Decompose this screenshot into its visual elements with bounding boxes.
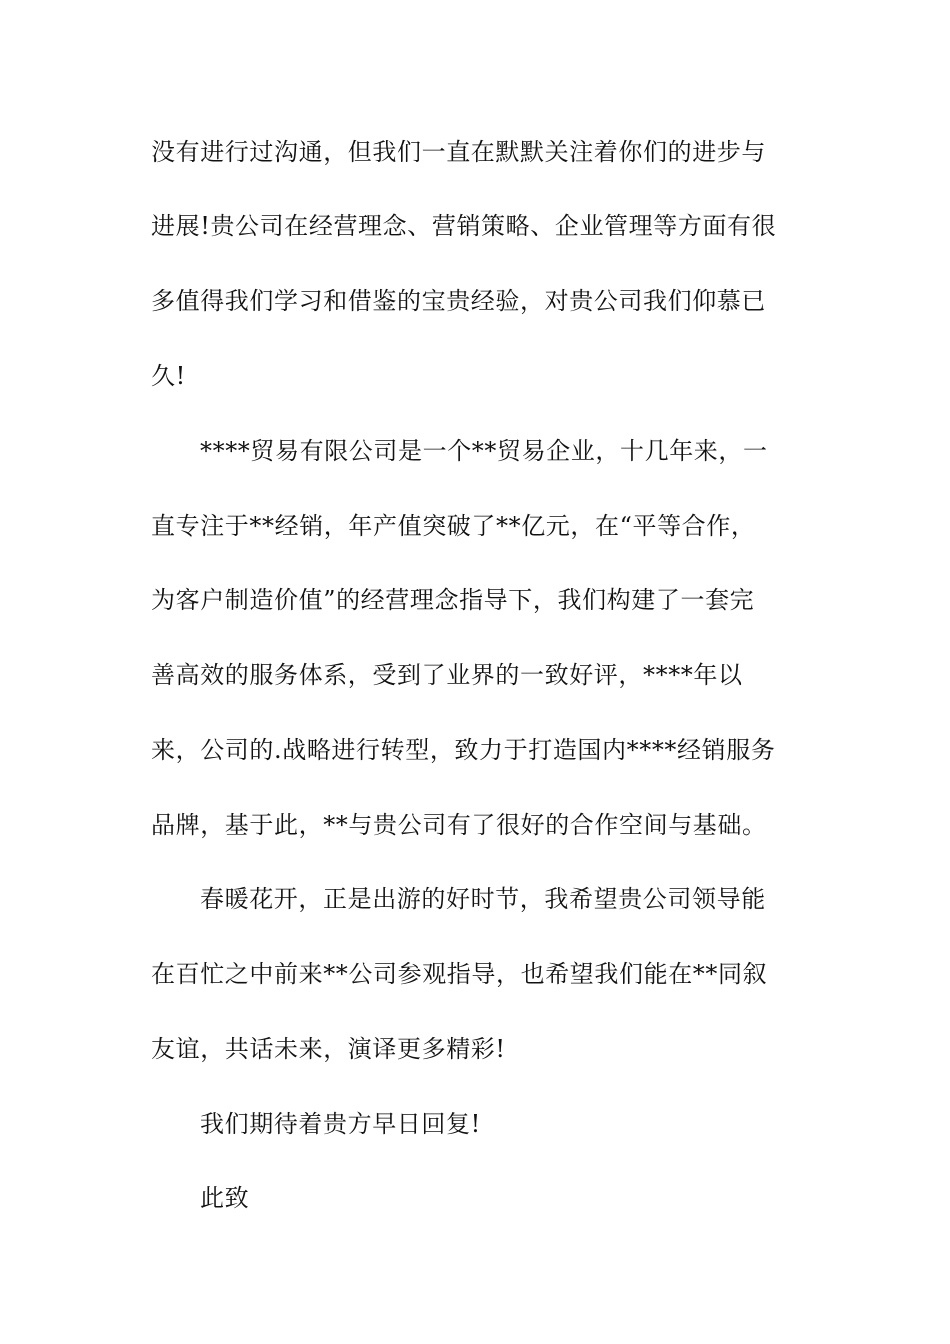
text-line: 进展!贵公司在经营理念、营销策略、企业管理等方面有很 xyxy=(151,212,777,240)
text-line: 久! xyxy=(151,362,186,390)
text-line: 品牌，基于此，**与贵公司有了很好的合作空间与基础。 xyxy=(151,811,767,839)
text-line: 没有进行过沟通，但我们一直在默默关注着你们的进步与 xyxy=(151,138,766,166)
text-line: 多值得我们学习和借鉴的宝贵经验，对贵公司我们仰慕已 xyxy=(151,287,766,315)
text-line: 直专注于**经销，年产值突破了**亿元，在“平等合作， xyxy=(151,512,756,540)
salutation-line: 此致 xyxy=(200,1184,250,1212)
text-line: 善高效的服务体系，受到了业界的一致好评，****年以 xyxy=(151,661,743,689)
text-line: 来，公司的.战略进行转型，致力于打造国内****经销服务 xyxy=(151,736,776,764)
closing-line: 我们期待着贵方早日回复! xyxy=(200,1110,481,1138)
text-line: 在百忙之中前来**公司参观指导，也希望我们能在**同叙 xyxy=(151,960,768,988)
paragraph-first-line: 春暖花开，正是出游的好时节，我希望贵公司领导能 xyxy=(200,885,766,913)
paragraph-first-line: ****贸易有限公司是一个**贸易企业，十几年来，一 xyxy=(200,437,768,465)
text-line: 友谊，共话未来，演译更多精彩! xyxy=(151,1035,506,1063)
text-line: 为客户制造价值”的经营理念指导下，我们构建了一套完 xyxy=(151,586,755,614)
